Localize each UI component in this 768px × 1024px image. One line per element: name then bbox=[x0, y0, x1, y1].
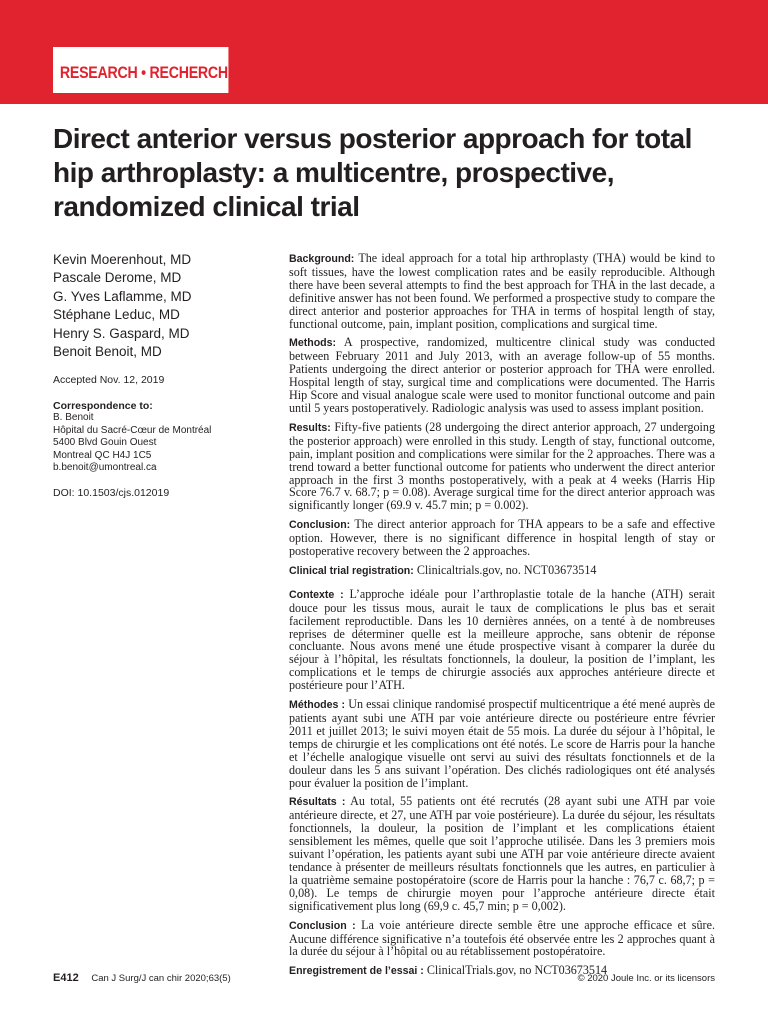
resultats-label: Résultats : bbox=[289, 796, 346, 809]
correspondence-address bbox=[53, 412, 263, 475]
results-text: Fifty-five patients (28 undergoing the direct anterior approach, 27 undergoing the posterior approach) were enrolled in this study. Length of stay, functional outcome, pain, implant position and complications were similar for the 2 approaches. There was a trend toward a better functional outcome for patients who underwent the direct anterior approach in the first 3 months postoperatively, with a peak at 4 weeks (Harris Hip Score 76.7 v. 68.7; p = 0.08). Average surgical time for the direct anterior approach was significantly longer (69.9 v. 45.7 min; p = 0.002). bbox=[289, 419, 716, 513]
correspondence-line: 5400 Blvd Gouin Ouest bbox=[53, 437, 157, 449]
author-list bbox=[53, 251, 263, 361]
doi-link[interactable]: DOI: 10.1503/cjs.012019 bbox=[53, 486, 170, 499]
resume-conclusion bbox=[289, 919, 715, 959]
registration-label: Clinical trial registration: bbox=[289, 564, 414, 577]
methodes-label: Méthodes : bbox=[289, 699, 346, 712]
author-name: Henry S. Gaspard, MD bbox=[53, 325, 190, 341]
correspondence-line: Hôpital du Sacré-Cœur de Montréal bbox=[53, 424, 212, 436]
resume-contexte bbox=[289, 588, 715, 692]
contexte-text: L’approche idéale pour l’arthroplastie totale de la hanche (ATH) serait douce pour les tissus mous, aurait le taux de complications le plus bas et serait facilement reproductible. Dans les 10 dernières années, on a tenté à de nombreuses reprises de déterminer quelle est la meilleure approche, sans obtenir de réponse concluante. Nous avons mené une étude prospective visant à comparer la durée du séjour à l’hôpital, les résultats fonctionnels, la douleur, la position de l’implant, les complications et le temps de chirurgie associés aux approches antérieure directe et postérieure pour l’ATH. bbox=[289, 586, 715, 693]
page-number: E412 bbox=[53, 972, 79, 984]
resume-resultats bbox=[289, 795, 715, 912]
abstract-methods bbox=[289, 336, 715, 414]
abstract bbox=[289, 252, 715, 984]
conclusion-text: The direct anterior approach for THA appears to be a safe and effective option. However, there is no significant difference in hospital length of stay or postoperative recovery between the 2 approaches. bbox=[289, 517, 715, 559]
correspondence-line: Montreal QC H4J 1C5 bbox=[53, 449, 152, 461]
results-label: Results: bbox=[289, 421, 331, 434]
journal-citation: Can J Surg/J can chir 2020;63(5) bbox=[91, 973, 231, 984]
background-label: Background: bbox=[289, 253, 355, 265]
abstract-background bbox=[289, 252, 715, 330]
accepted-date: Accepted Nov. 12, 2019 bbox=[53, 374, 165, 387]
abstract-registration bbox=[289, 564, 715, 578]
conclusion-fr-text: La voie antérieure directe semble être une approche efficace et sûre. Aucune différence significative n’a toutefois été observée entre les 2 approches quant à la durée du séjour à l’hôpital ou au rétablissement postopératoire. bbox=[289, 917, 715, 959]
abstract-conclusion bbox=[289, 518, 715, 558]
author-name: Benoit Benoit, MD bbox=[53, 344, 162, 360]
abstract-results bbox=[289, 421, 715, 512]
registration-fr-text: ClinicalTrials.gov, no NCT03673514 bbox=[426, 963, 608, 978]
page-footer bbox=[53, 972, 715, 988]
conclusion-label: Conclusion: bbox=[289, 519, 351, 532]
author-name: Stéphane Leduc, MD bbox=[53, 307, 180, 323]
background-text: The ideal approach for a total hip arthroplasty (THA) would be kind to soft tissues, have the lowest complication rates and be easily reproducible. Although there have been several attempts to find the best approach for THA in the last decade, a definitive answer has not been found. We performed a prospective study to compare the direct anterior and posterior approaches for THA in terms of hospital length of stay, functional outcome, pain, implant position, complications and surgical time. bbox=[289, 251, 715, 331]
methodes-text: Un essai clinique randomisé prospectif multicentrique a été mené auprès de patients ayant subi une ATH par voie antérieure directe ou postérieure entre février 2011 et juillet 2013; le suivi moyen était de 55 mois. La durée du séjour à l’hôpital, le temps de chirurgie et les complications ont été notés. Le score de Harris pour la hanche et l’échelle analogique visuelle ont servi au suivi des résultats fonctionnels et de la douleur dans les 5 ans suivant l’opération. Des clichés radiologiques ont été analysés pour évaluer la position de l’implant. bbox=[289, 697, 715, 790]
contexte-label: Contexte : bbox=[289, 588, 344, 601]
methods-text: A prospective, randomized, multicentre clinical study was conducted between February 2011 and July 2013, with an average follow-up of 55 months. Patients undergoing the direct anterior or posterior approach for THA were enrolled. Hospital length of stay, surgical time and complications were documented. The Harris Hip Score and visual analogue scale were used to monitor functional outcome and pain until 5 years postoperatively. Radiologic analysis was used to assess implant position. bbox=[289, 335, 716, 415]
registration-fr-label: Enregistrement de l’essai : bbox=[289, 965, 424, 978]
section-label: RESEARCH • RECHERCHE bbox=[53, 47, 228, 93]
article-title: Direct anterior versus posterior approach for total hip arthroplasty: a multicentre, prospective, randomized clinical trial bbox=[53, 123, 692, 222]
copyright-notice: © 2020 Joule Inc. or its licensors bbox=[577, 973, 715, 984]
conclusion-fr-label: Conclusion : bbox=[289, 919, 356, 932]
author-name: Kevin Moerenhout, MD bbox=[53, 252, 192, 267]
correspondence-line: B. Benoit bbox=[53, 412, 94, 424]
author-name: G. Yves Laflamme, MD bbox=[53, 288, 192, 304]
methods-label: Methods: bbox=[289, 337, 337, 350]
correspondence-email-link[interactable]: b.benoit@umontreal.ca bbox=[53, 462, 157, 474]
registration-text: Clinicaltrials.gov, no. NCT03673514 bbox=[416, 562, 597, 577]
correspondence-heading: Correspondence to: bbox=[53, 400, 153, 413]
resultats-text: Au total, 55 patients ont été recrutés (28 ayant subi une ATH par voie antérieure directe, et 27, une ATH par voie postérieure). La durée du séjour, les résultats fonctionnels, la douleur, la position de l’implant et les complications étaient sensiblement les mêmes, quelle que soit l’approche utilisée. Dans les 3 premiers mois suivant l’opération, les patients ayant subi une ATH par voie antérieure directe avaient tendance à présenter de meilleurs résultats fonctionnels que les autres, en particulier à la quatrième semaine postopératoire (score de Harris pour la hanche : 76,7 c. 68,7; p = 0,08). Le temps de chirurgie moyen pour l’approche antérieure directe était significativement plus long (69,9 c. 45,7 min; p = 0,002). bbox=[289, 794, 715, 913]
author-name: Pascale Derome, MD bbox=[53, 270, 182, 286]
author-column bbox=[53, 251, 263, 499]
resume-methodes bbox=[289, 698, 715, 789]
